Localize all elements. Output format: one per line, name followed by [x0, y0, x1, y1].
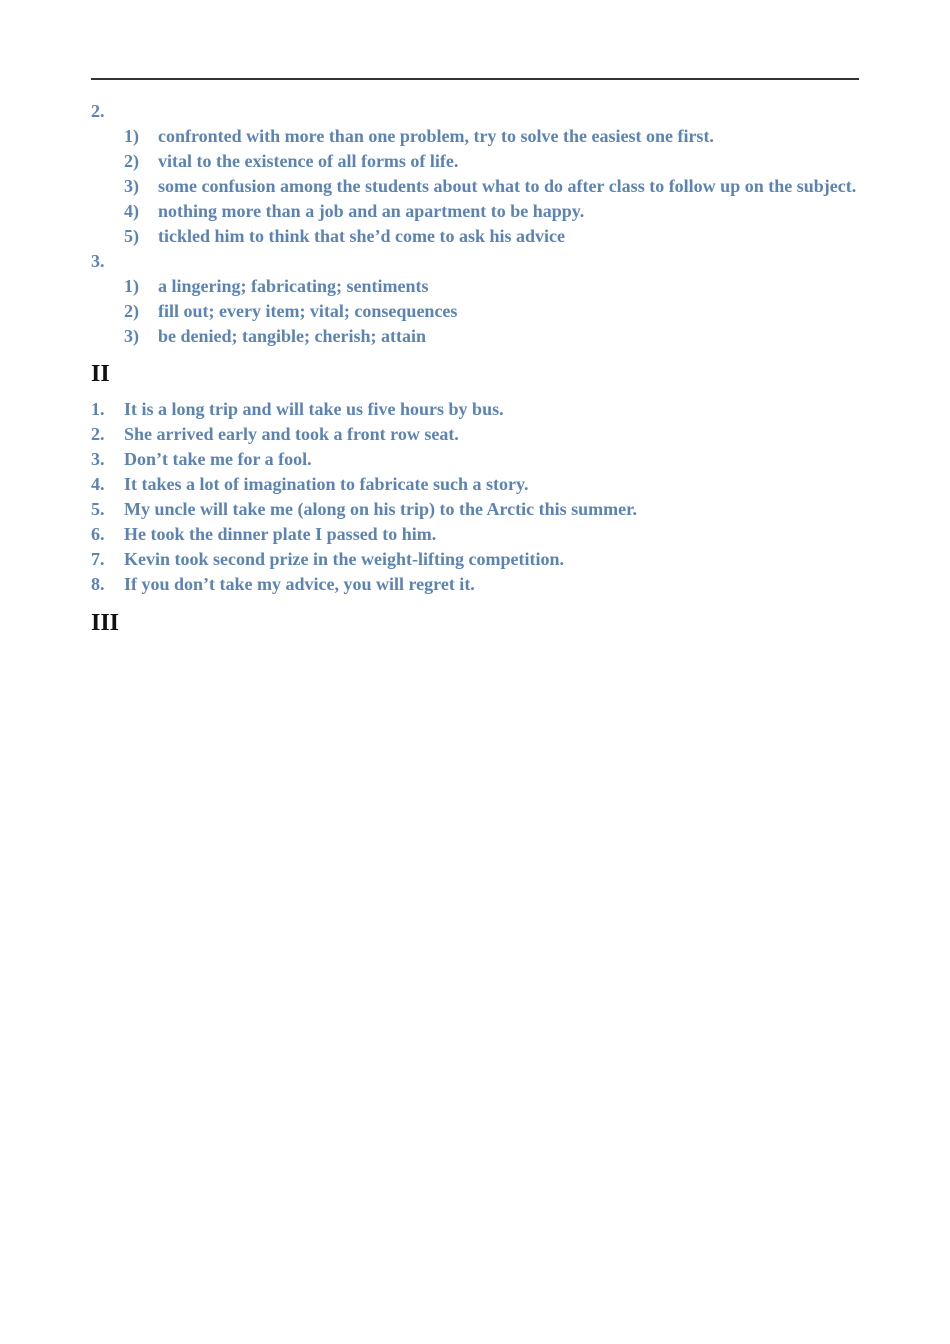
item-text: some confusion among the students about what to do after class to follow up on the subject.	[158, 176, 857, 196]
item-number: 5.	[91, 499, 105, 519]
list-item	[91, 447, 859, 472]
item-number: 1)	[124, 126, 139, 146]
item-number: 4.	[91, 474, 105, 494]
item-text: tickled him to think that she’d come to ask his advice	[158, 226, 566, 246]
list-item	[91, 324, 859, 349]
list-item	[91, 397, 859, 422]
item-text: a lingering; fabricating; sentiments	[158, 276, 429, 296]
item-text: vital to the existence of all forms of life.	[158, 151, 459, 171]
list-item	[91, 199, 859, 224]
group-number: 2.	[91, 101, 105, 121]
item-text: fill out; every item; vital; consequences	[158, 301, 458, 321]
list-item	[91, 547, 859, 572]
item-number: 1)	[124, 276, 139, 296]
item-number: 8.	[91, 574, 105, 594]
header-rule	[91, 78, 859, 80]
item-text: confronted with more than one problem, try to solve the easiest one first.	[158, 126, 714, 146]
list-item	[91, 174, 859, 199]
item-number: 2)	[124, 151, 139, 171]
list-item	[91, 274, 859, 299]
list-item	[91, 224, 859, 249]
list-item	[91, 124, 859, 149]
item-text: It takes a lot of imagination to fabricate such a story.	[124, 474, 529, 494]
item-number: 1.	[91, 399, 105, 419]
item-text: Don’t take me for a fool.	[124, 449, 312, 469]
section-ii-list	[91, 397, 859, 597]
item-text: nothing more than a job and an apartment to be happy.	[158, 201, 585, 221]
item-text: My uncle will take me (along on his trip) to the Arctic this summer.	[124, 499, 637, 519]
list-item	[91, 572, 859, 597]
list-item	[91, 422, 859, 447]
item-text: Kevin took second prize in the weight-lifting competition.	[124, 549, 564, 569]
item-number: 3)	[124, 176, 139, 196]
item-text: It is a long trip and will take us five hours by bus.	[124, 399, 504, 419]
group-number: 3.	[91, 251, 105, 271]
list-item	[91, 149, 859, 174]
list-item	[91, 522, 859, 547]
list-item	[91, 497, 859, 522]
section-heading-ii: II	[91, 361, 110, 387]
list-item	[91, 472, 859, 497]
item-number: 6.	[91, 524, 105, 544]
answer-content	[91, 99, 859, 646]
item-text: be denied; tangible; cherish; attain	[158, 326, 426, 346]
item-number: 2)	[124, 301, 139, 321]
item-text: He took the dinner plate I passed to him.	[124, 524, 437, 544]
section-heading-iii: III	[91, 610, 120, 636]
item-number: 3.	[91, 449, 105, 469]
item-number: 2.	[91, 424, 105, 444]
item-number: 7.	[91, 549, 105, 569]
list-item	[91, 299, 859, 324]
sub-answer-list	[91, 124, 859, 249]
item-number: 4)	[124, 201, 139, 221]
sub-answer-list	[91, 274, 859, 349]
item-text: She arrived early and took a front row seat.	[124, 424, 459, 444]
item-number: 5)	[124, 226, 139, 246]
item-text: If you don’t take my advice, you will regret it.	[124, 574, 475, 594]
item-number: 3)	[124, 326, 139, 346]
